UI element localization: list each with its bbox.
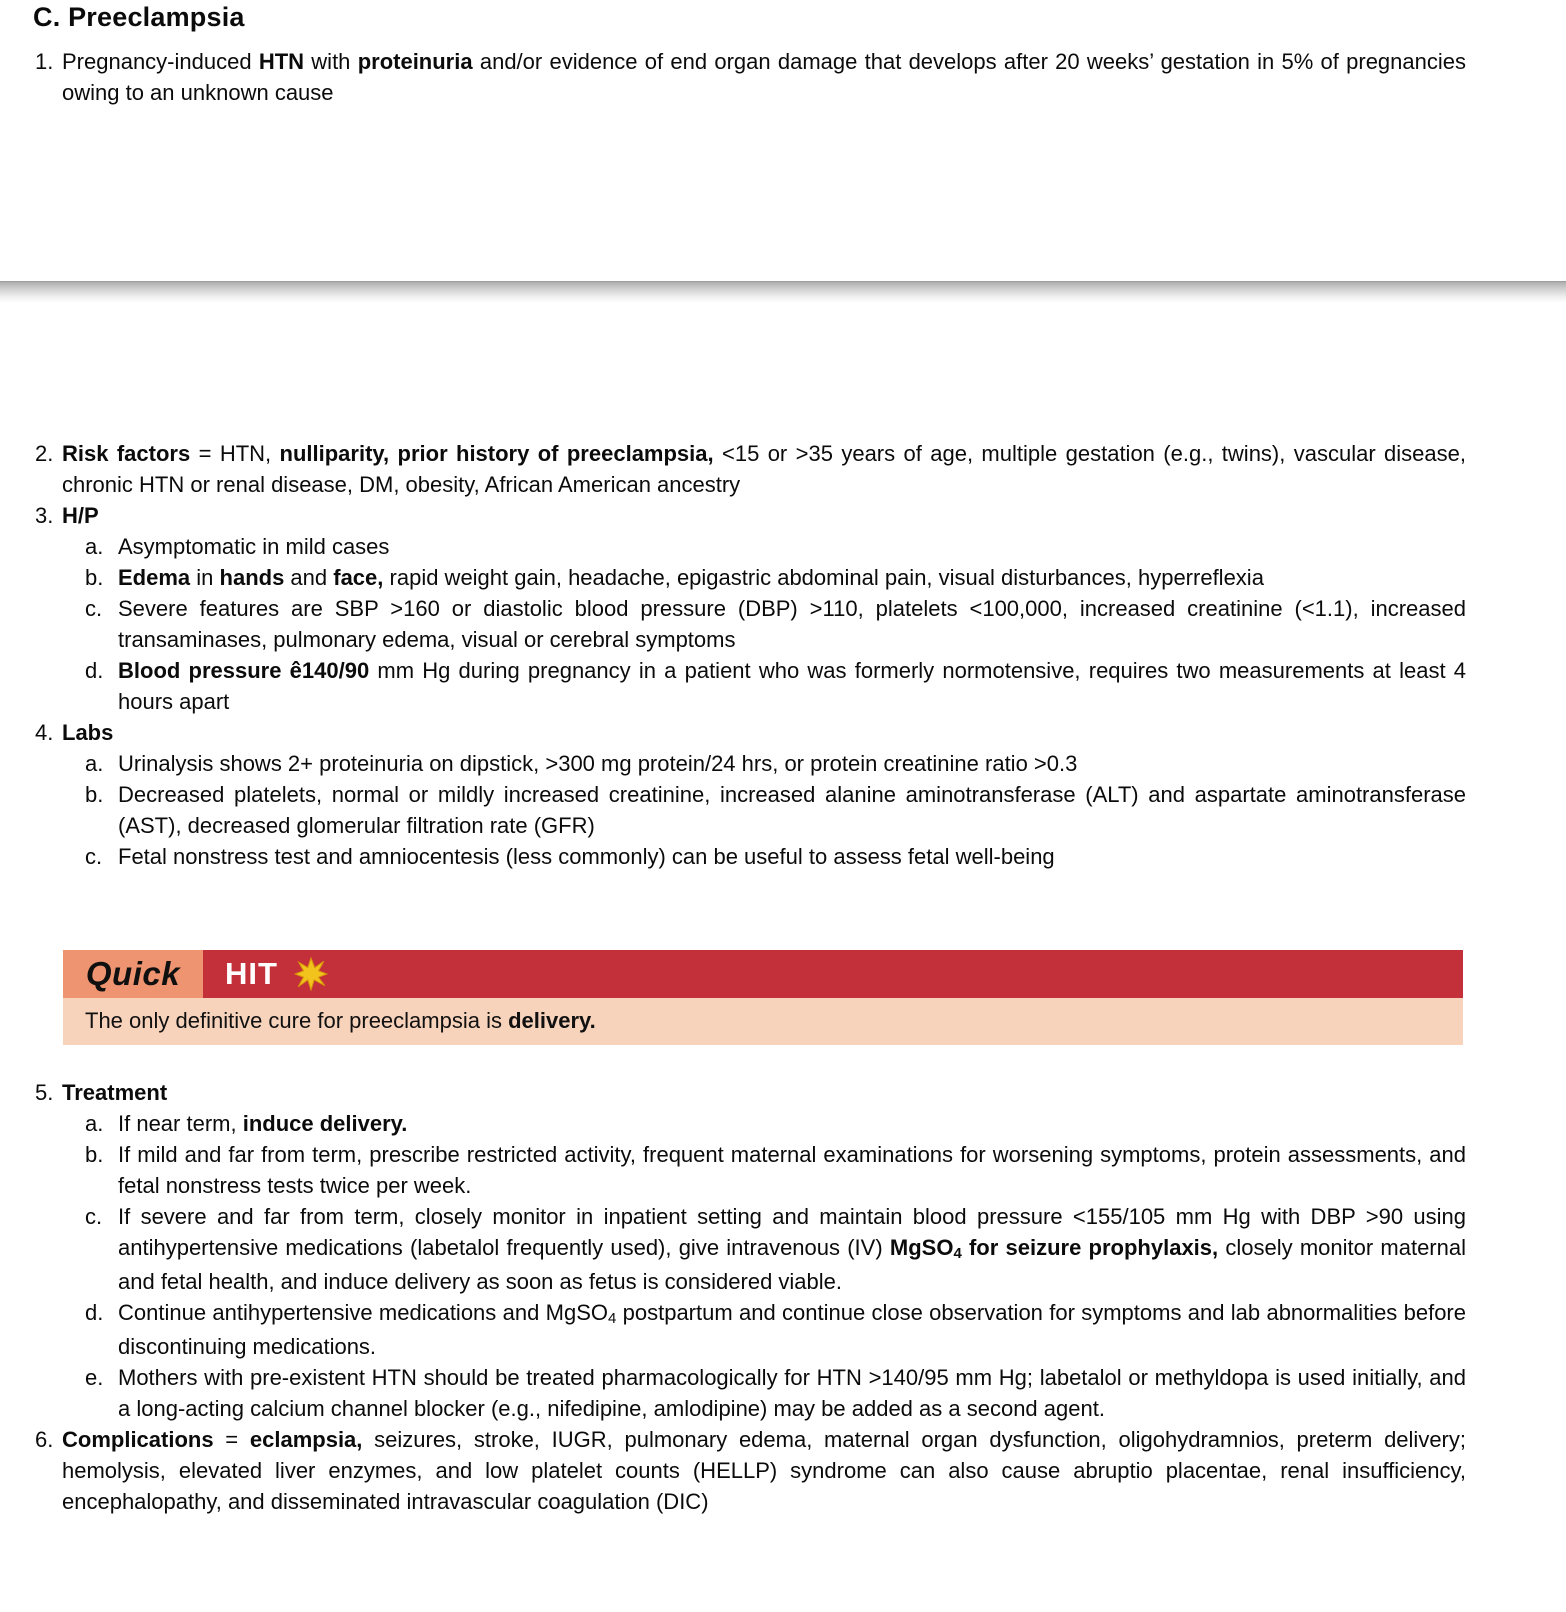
section-heading: C. Preeclampsia	[33, 2, 245, 32]
list-marker: 5.	[35, 1080, 54, 1105]
page2-content-lower	[35, 1077, 1466, 1517]
page2-content-upper	[35, 438, 1466, 872]
quick-hit-callout	[63, 950, 1463, 1045]
sub-item-text: Fetal nonstress test and amniocentesis (less commonly) can be useful to assess fetal well-being	[118, 844, 1055, 869]
list-item-text: H/P	[62, 503, 99, 528]
list-item-4	[35, 717, 1466, 748]
sub-marker: d.	[85, 1300, 104, 1325]
sub-item-text: Asymptomatic in mild cases	[118, 534, 390, 559]
sub-item-text: If near term, induce delivery.	[118, 1111, 408, 1136]
sub-item-4b	[85, 779, 1466, 841]
list-item-3	[35, 500, 1466, 531]
sub-item-text: Continue antihypertensive medications and MgSO4 postpartum and continue close observation for symptoms and lab abnormalities before discontinuing medications.	[118, 1300, 1466, 1359]
sub-item-3a	[85, 531, 1466, 562]
list-item-2	[35, 438, 1466, 500]
sub-marker: d.	[85, 658, 104, 683]
sublist-3	[85, 531, 1466, 717]
sub-marker: b.	[85, 1142, 104, 1167]
sub-item-text: Urinalysis shows 2+ proteinuria on dipstick, >300 mg protein/24 hrs, or protein creatinine ratio >0.3	[118, 751, 1078, 776]
sub-item-4a	[85, 748, 1466, 779]
list-marker: 2.	[35, 441, 54, 466]
sub-item-5d	[85, 1297, 1466, 1362]
sub-item-text: Blood pressure ê140/90 mm Hg during pregnancy in a patient who was formerly normotensive, requires two measurements at least 4 hours apart	[118, 658, 1466, 714]
list-marker: 3.	[35, 503, 54, 528]
quick-hit-quick-label: Quick	[63, 950, 203, 998]
sub-marker: a.	[85, 751, 104, 776]
list-item-text: Complications = eclampsia, seizures, stroke, IUGR, pulmonary edema, maternal organ dysfunction, oligohydramnios, preterm delivery; hemolysis, elevated liver enzymes, and low platelet counts (HELLP) syndrome can also cause abruptio placentae, renal insufficiency, encephalopathy, and disseminated intravascular coagulation (DIC)	[62, 1427, 1466, 1514]
sub-item-5a	[85, 1108, 1466, 1139]
sub-marker: c.	[85, 1204, 103, 1229]
sub-item-text: Edema in hands and face, rapid weight gain, headache, epigastric abdominal pain, visual disturbances, hyperreflexia	[118, 565, 1264, 590]
list-marker: 4.	[35, 720, 54, 745]
sub-item-4c	[85, 841, 1466, 872]
sub-item-text: Mothers with pre-existent HTN should be treated pharmacologically for HTN >140/95 mm Hg; labetalol or methyldopa is used initially, and a long-acting calcium channel blocker (e.g., nifedipine, amlodipine) may be added as a second agent.	[118, 1365, 1466, 1421]
sublist-5	[85, 1108, 1466, 1424]
sub-item-3c	[85, 593, 1466, 655]
sub-item-text: If mild and far from term, prescribe restricted activity, frequent maternal examinations for worsening symptoms, protein assessments, and fetal nonstress tests twice per week.	[118, 1142, 1466, 1198]
list-marker: 1.	[35, 49, 54, 74]
list-item-text: Pregnancy-induced HTN with proteinuria and/or evidence of end organ damage that develops after 20 weeks’ gestation in 5% of pregnancies owing to an unknown cause	[62, 49, 1466, 105]
sub-item-text: If severe and far from term, closely monitor in inpatient setting and maintain blood pressure <155/105 mm Hg with DBP >90 using antihypertensive medications (labetalol frequently used), give intravenous (IV) MgSO4 for seizure prophylaxis, closely monitor maternal and fetal health, and induce delivery as soon as fetus is considered viable.	[118, 1204, 1466, 1294]
quick-hit-header	[63, 950, 1463, 998]
sub-item-5e	[85, 1362, 1466, 1424]
sub-item-5c	[85, 1201, 1466, 1297]
sub-marker: e.	[85, 1365, 104, 1390]
quick-hit-hit-label: HIT	[225, 956, 278, 991]
sub-marker: b.	[85, 565, 104, 590]
sub-marker: c.	[85, 596, 103, 621]
sub-item-text: Decreased platelets, normal or mildly increased creatinine, increased alanine aminotransferase (ALT) and aspartate aminotransferase (AST), decreased glomerular filtration rate (GFR)	[118, 782, 1466, 838]
starburst-icon	[294, 950, 328, 998]
sub-item-3d	[85, 655, 1466, 717]
sub-item-text: Severe features are SBP >160 or diastolic blood pressure (DBP) >110, platelets <100,000, increased creatinine (<1.1), increased transaminases, pulmonary edema, visual or cerebral symptoms	[118, 596, 1466, 652]
list-item-1	[35, 46, 1466, 108]
page-break-divider	[0, 281, 1566, 303]
sub-marker: c.	[85, 844, 103, 869]
list-item-5	[35, 1077, 1466, 1108]
sublist-4	[85, 748, 1466, 872]
sub-marker: b.	[85, 782, 104, 807]
sub-item-5b	[85, 1139, 1466, 1201]
list-marker: 6.	[35, 1427, 54, 1452]
sub-marker: a.	[85, 534, 104, 559]
page1-content	[35, 46, 1466, 108]
sub-marker: a.	[85, 1111, 104, 1136]
list-item-text: Labs	[62, 720, 114, 745]
list-item-text: Treatment	[62, 1080, 168, 1105]
list-item-text: Risk factors = HTN, nulliparity, prior history of preeclampsia, <15 or >35 years of age, multiple gestation (e.g., twins), vascular disease, chronic HTN or renal disease, DM, obesity, African American ancestry	[62, 441, 1466, 497]
quick-hit-body-text: The only definitive cure for preeclampsia is delivery.	[63, 998, 1463, 1045]
list-item-6	[35, 1424, 1466, 1517]
sub-item-3b	[85, 562, 1466, 593]
